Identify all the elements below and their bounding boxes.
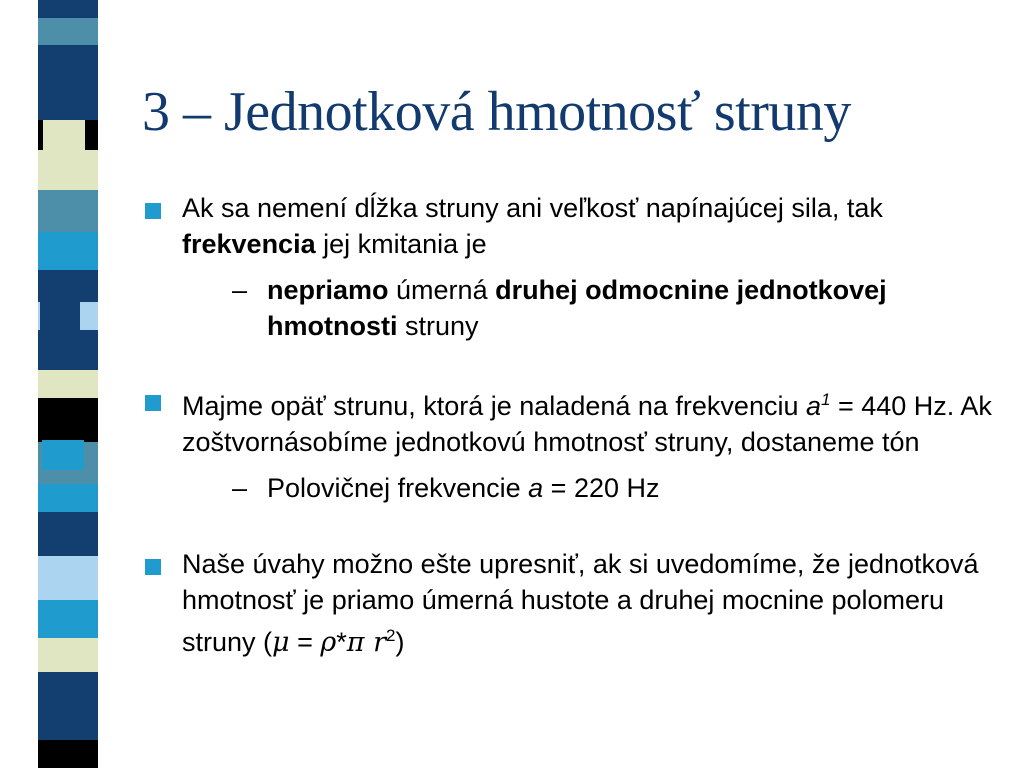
stripe-block	[38, 740, 98, 768]
stripe-block	[38, 190, 98, 232]
bullet-1-bold: frekvencia	[182, 229, 316, 259]
pi-symbol: π	[346, 627, 365, 658]
stripe-block	[38, 512, 98, 556]
stripe-block	[38, 232, 98, 270]
sub-2-text-a: Polovičnej frekvencie	[267, 473, 529, 503]
bullet-2-sup: 1	[821, 390, 831, 409]
slide-title: 3 – Jednotková hmotnosť struny	[142, 81, 851, 143]
stripe-block	[38, 556, 76, 585]
stripe-block	[38, 270, 98, 302]
stripe-block	[38, 638, 98, 672]
stripe-block	[38, 18, 98, 45]
sub-2-var: a	[528, 473, 544, 503]
bullet-2	[142, 382, 1002, 506]
bullet-square-icon	[145, 559, 161, 575]
rho-symbol: ρ	[320, 627, 337, 658]
bullet-2-text-b: = 440 Hz. Ak zoštvornásobíme jednotkovú hmotnosť struny, dostaneme tón	[182, 391, 992, 457]
r-variable: r	[364, 627, 387, 658]
bullet-1	[142, 190, 1002, 344]
stripe-block	[40, 302, 80, 330]
slide-content	[142, 190, 1002, 689]
equals-sign: =	[289, 627, 321, 657]
sub-1-text-b: struny	[397, 311, 479, 341]
stripe-block	[38, 484, 98, 512]
sub-1-bold-a: nepriamo	[267, 275, 389, 305]
dash-icon: –	[232, 275, 248, 305]
stripe-block	[43, 120, 85, 150]
stripe-block	[42, 440, 84, 470]
star-sign: *	[336, 627, 347, 657]
decorative-stripe	[0, 0, 120, 768]
bullet-1-sub	[182, 272, 1002, 344]
stripe-block	[38, 45, 98, 120]
sub-1-bold-b: druhej odmocnine jednotkovej hmotnosti	[267, 275, 887, 341]
close-paren: )	[395, 627, 405, 657]
bullet-square-icon	[145, 203, 161, 219]
dash-icon: –	[232, 473, 248, 503]
stripe-block	[38, 398, 98, 442]
stripe-block	[38, 0, 98, 18]
bullet-2-text-a: Majme opäť strunu, ktorá je naladená na frekvenciu	[182, 391, 806, 421]
stripe-block	[38, 600, 98, 638]
stripe-block	[38, 370, 98, 398]
bullet-2-var: a	[805, 391, 822, 421]
stripe-block	[38, 672, 98, 740]
bullet-square-icon	[145, 395, 161, 411]
r-exponent: 2	[386, 626, 396, 645]
bullet-2-sub	[182, 470, 1002, 506]
bullet-1-text-b: jej kmitania je	[315, 229, 487, 259]
sub-2-text-b: = 220 Hz	[543, 473, 660, 503]
stripe-block	[38, 330, 98, 370]
bullet-3-text: Naše úvahy možno ešte upresniť, ak si uvedomíme, že jednotková hmotnosť je priamo úmerná hustote a druhej mocnine polomeru struny (	[182, 549, 979, 657]
bullet-3	[142, 546, 1002, 661]
sub-1-text-a: úmerná	[388, 275, 496, 305]
stripe-block	[38, 150, 98, 190]
bullet-1-text-a: Ak sa nemení dĺžka struny ani veľkosť napínajúcej sila, tak	[182, 193, 883, 223]
mu-symbol: μ	[272, 627, 290, 658]
